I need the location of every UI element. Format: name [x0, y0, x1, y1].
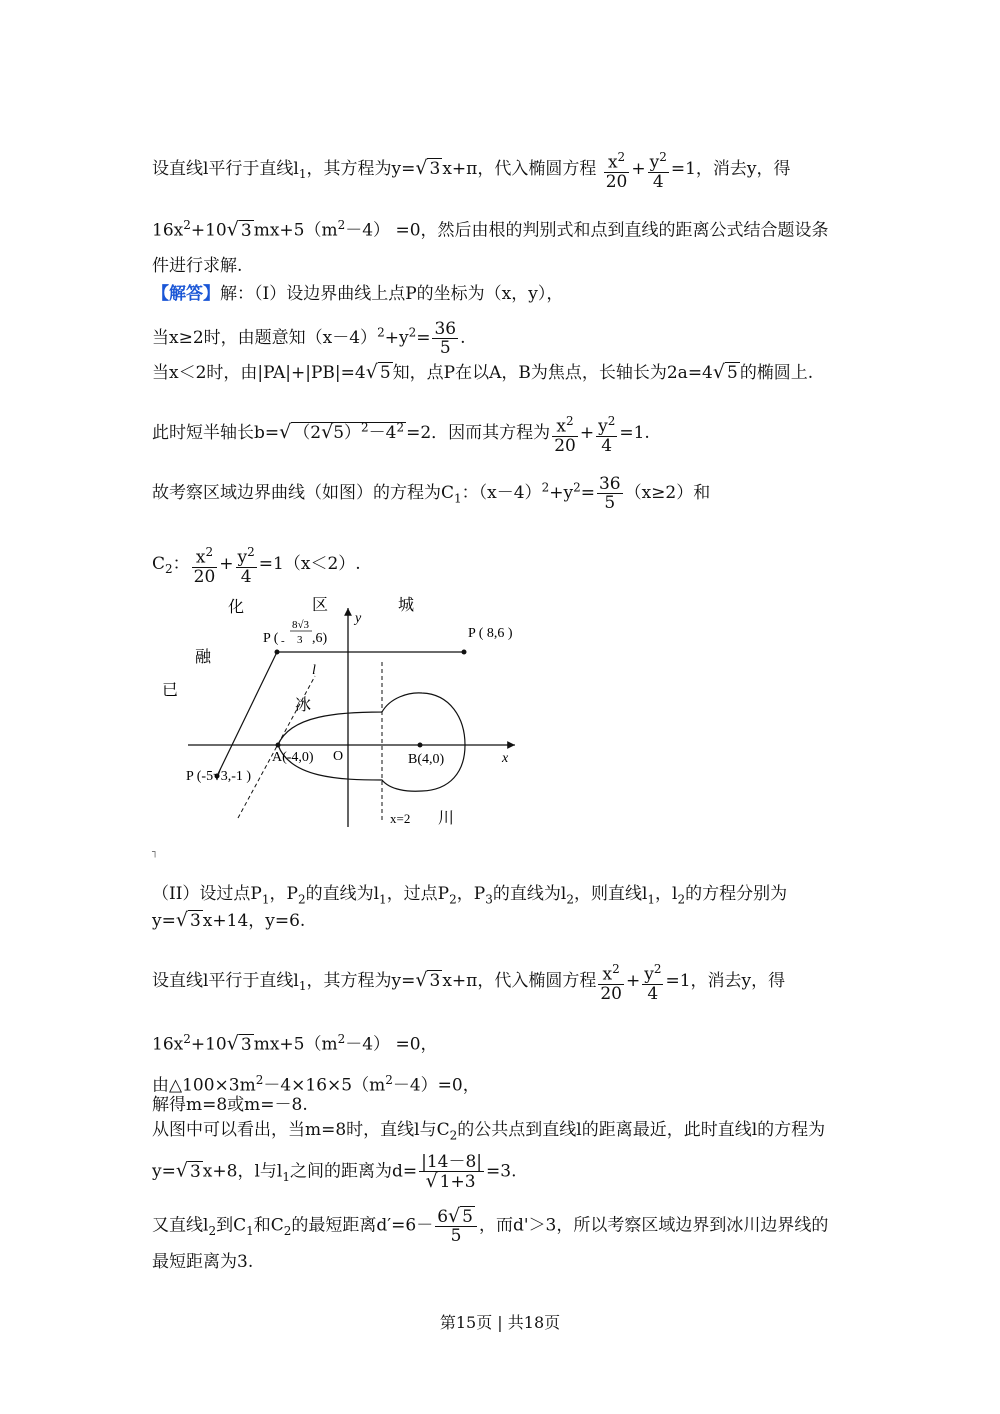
region-figure [150, 590, 530, 835]
label-yi: 已 [162, 682, 179, 699]
label-cheng: 城 [398, 597, 415, 614]
label-y-axis: y [355, 611, 362, 626]
svg-text:8√3: 8√3 [292, 619, 310, 631]
label-p-top-left: P ( [263, 631, 279, 646]
fraction-x2-20: $\frac{x^2}{20}$ [605, 150, 628, 192]
boundary-c1-line: 故考察区域边界曲线（如图）的方程为$C_1$：$(x-4)^2+y^2=$ $\frac{36}{5}$ （x≥2）和 [152, 474, 711, 513]
label-chuan: 川 [438, 810, 455, 827]
point-p-top-right [462, 650, 467, 655]
svg-text:-: - [281, 635, 285, 647]
boundary-c2-line: $C_2$： $\frac{x^2}{20}$ + $\frac{y^2}{4}$ =1（x＜2）. [152, 545, 361, 587]
mark: ┐ [152, 847, 159, 858]
para-setup-line-2: 设直线l平行于直线$l_1$，其方程为y=√ 3 x+π，代入椭圆方程 $\frac{x^2}{20}$ + $\frac{y^2}{4}$ =1，消去y，得 [152, 962, 786, 1004]
page-footer: 第15页 | 共18页 [439, 1313, 561, 1332]
part2-equations: y=√ 3 x+14，y=6. [152, 909, 306, 931]
line-l1 [217, 652, 277, 776]
svg-text:3: 3 [297, 634, 303, 646]
point-p-top-left [275, 650, 280, 655]
shortest-distance-line: 又直线$l_2$到$C_1$和$C_2$的最短距离d′=6－ $\frac{6√ 5}{5}$ ，而d'＞3，所以考察区域边界到冰川边界线的 [152, 1205, 829, 1246]
point-b [418, 743, 423, 748]
svg-text:,6): ,6) [312, 631, 328, 646]
label-b: B(4,0) [408, 752, 445, 767]
fraction-y2-4: $\frac{y^2}{4}$ [649, 150, 667, 192]
label-p-top-right: P ( 8,6 ) [468, 626, 513, 641]
case-x-lt-2: 当x＜2时，由|PA|+|PB|=4√ 5 知，点P在以A，B为焦点，长轴长为2a=4√ 5 的椭圆上. [152, 361, 814, 383]
point-a [276, 743, 281, 748]
label-l: l [312, 663, 316, 678]
label-a: A(-4,0) [272, 750, 314, 765]
observation-line: 从图中可以看出，当m=8时，直线l与$C_2$的公共点到直线l的距离最近，此时直线l的方程为 [152, 1120, 826, 1143]
label-hua: 化 [228, 599, 245, 616]
discriminant-line: 由$\triangle 100\times 3m^2-4\times 16\times 5(m^2-4)=0$， [152, 1073, 480, 1096]
para-quadratic-line: $16x^2+10√$ 3 $mx+5(m^2-4) =0$，然后由根的判别式和点到直线的距离公式结合题设条 [152, 218, 829, 241]
answer-heading: 【解答】解：（I）设边界曲线上点P的坐标为（x，y）， [152, 284, 564, 304]
label-x-axis: x [502, 751, 509, 766]
para-quadratic-line-2: $16x^2+10√$ 3 $mx+5(m^2-4) =0$， [152, 1032, 438, 1055]
distance-line: y=√ 3 x+8，l与$l_1$之间的距离为d= $\frac{|14-8|}{√ 1+3}$ =3. [152, 1152, 517, 1192]
solution-m-line: 解得m=8或m=－8. [152, 1095, 308, 1115]
label-p-bottom: P (-5√3,-1 ) [186, 769, 252, 784]
para-continue: 件进行求解. [152, 256, 243, 276]
label-x-eq-2: x=2 [390, 811, 411, 826]
label-bing: 冰 [295, 697, 312, 714]
para-setup-line: 设直线l平行于直线$l_1$，其方程为y=√ 3 x+π，代入椭圆方程 $\frac{x^2}{20}$ + $\frac{y^2}{4}$ =1，消去y，得 [152, 150, 791, 192]
short-axis-line: 此时短半轴长b=√ $(2√5)^2-4^2 =2$．因而其方程为 $\frac{x^2}{20}$ + $\frac{y^2}{4}$ =1. [152, 414, 650, 456]
label-rong: 融 [195, 649, 212, 666]
final-answer-line: 最短距离为3. [152, 1252, 254, 1272]
label-origin: O [333, 749, 344, 764]
part2-intro: （II）设过点$P_1$，$P_2$的直线为$l_1$，过点$P_2$，$P_3$的直线为$l_2$，则直线$l_1$，$l_2$的方程分别为 [152, 884, 788, 907]
case-x-ge-2: 当x≥2时，由题意知$(x-4)^2+y^2=$ $\frac{36}{5}$ . [152, 319, 466, 358]
label-qu: 区 [312, 597, 329, 614]
